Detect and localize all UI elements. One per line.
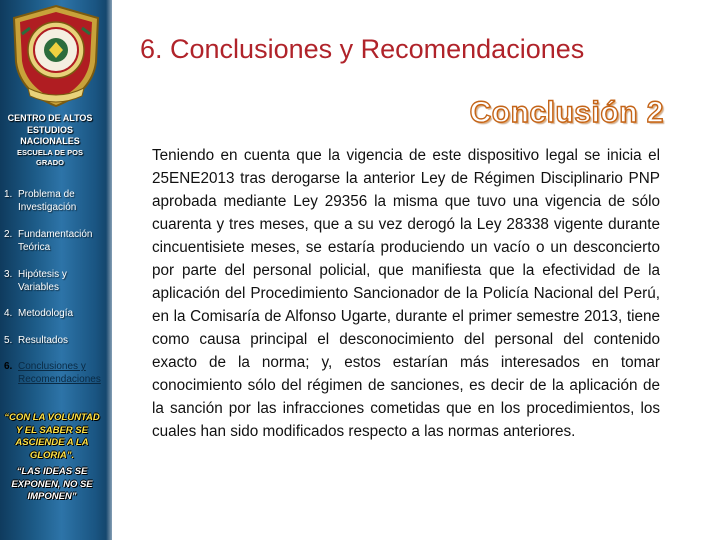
nav-item-number: 5.: [4, 335, 13, 346]
nav-item-label: Fundamentación Teórica: [18, 229, 93, 253]
nav-item-conclusiones[interactable]: [4, 360, 110, 386]
nav-item-number: 1.: [4, 189, 13, 200]
nav-item-number: 4.: [4, 308, 13, 319]
nav-item-number: 2.: [4, 229, 13, 240]
institution-motto: [0, 412, 104, 504]
police-crest-emblem: [8, 4, 104, 108]
sidebar: [0, 0, 112, 540]
nav-item-metodologia[interactable]: [4, 307, 110, 320]
motto-voluntad: “CON LA VOLUNTAD Y EL SABER SE ASCIENDE A LA GLORIA”.: [4, 412, 100, 461]
nav-item-label: Conclusiones y Recomendaciones: [18, 361, 101, 385]
institution-line-3: NACIONALES: [20, 136, 80, 146]
institution-line-5: GRADO: [36, 157, 64, 167]
motto-ideas: “LAS IDEAS SE EXPONEN, NO SE IMPONEN”: [11, 466, 93, 502]
nav-item-number: 6.: [4, 361, 13, 372]
conclusion-heading: Conclusión 2: [469, 96, 664, 129]
nav-item-label: Hipótesis y Variables: [18, 269, 67, 293]
nav-item-label: Resultados: [18, 335, 69, 346]
nav-item-label: Problema de Investigación: [18, 189, 77, 213]
nav-item-label: Metodología: [18, 308, 74, 319]
institution-line-2: ESTUDIOS: [26, 124, 73, 135]
conclusion-body-text: Teniendo en cuenta que la vigencia de este dispositivo legal se inicia el 25ENE2013 tras derogarse la anterior Ley de Régimen Disciplinario PNP aprobada mediante Ley 29356 la misma que tuvo una vigencia de sólo cuarenta y tres meses, que a su vez derogó la Ley 28338 vigente durante cincuentisiete meses, se estaría produciendo un vacío o un desconcierto por parte del personal policial, que manifiesta que la efectividad de la aplicación del Procedimiento Sancionador de la Policía Nacional del Perú, en la Comisaría de Alfonso Ugarte, durante el primer semestre 2013, tiene como causa principal el desconocimiento del personal del contenido exacto de la norma; y, estos estarían más interesados en tomar conocimiento sólo del régimen de sanciones, es decir de la aplicación de la sanción por las infracciones cometidas que en los procedimientos, los cuales han sido modificados respecto a las normas anteriores.: [152, 147, 660, 440]
nav-item-fundamentacion[interactable]: [4, 228, 110, 254]
nav-item-resultados[interactable]: [4, 334, 110, 347]
nav-item-problema[interactable]: [4, 188, 110, 214]
page-title: 6. Conclusiones y Recomendaciones: [140, 34, 585, 64]
nav-item-number: 3.: [4, 269, 13, 280]
institution-name: [0, 113, 100, 168]
institution-line-4: ESCUELA DE POS: [17, 147, 83, 157]
nav-item-hipotesis[interactable]: [4, 268, 110, 294]
institution-line-1: CENTRO DE ALTOS: [7, 113, 93, 123]
